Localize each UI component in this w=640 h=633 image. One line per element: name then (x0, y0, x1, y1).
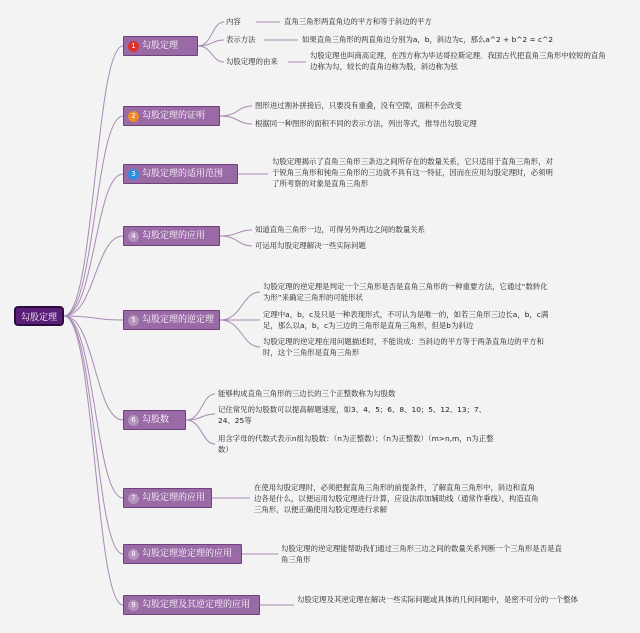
number-badge-icon: 5 (128, 315, 139, 326)
leaf-note: 勾股定理揭示了直角三角形三条边之间所存在的数量关系，它只适用于直角三角形，对于锐角三角形和钝角三角形的三边就不具有这一特征，因而在应用勾股定理时，必须明了所考察的对象是直角三角形 (272, 157, 553, 188)
number-badge-icon: 6 (128, 415, 139, 426)
number-badge-icon: 7 (128, 493, 139, 504)
topic-label: 勾股定理的证明 (142, 111, 206, 121)
leaf-note: 能够构成直角三角形的三边长的三个正整数称为勾股数 (218, 389, 396, 398)
topic-node-2[interactable] (123, 106, 220, 126)
topic-node-1[interactable] (123, 36, 198, 56)
topic-label: 勾股定理的逆定理 (142, 315, 215, 325)
leaf-note: 图形进过割补拼接后，只要没有重叠，没有空隙，面积不会改变 (255, 101, 462, 110)
number-badge-icon: 2 (128, 111, 139, 122)
leaf-note: 勾股定理及其逆定理在解决一些实际问题或具体的几何问题中，是密不可分的一个整体 (297, 595, 578, 604)
root-node[interactable]: 勾股定理 (14, 306, 64, 326)
leaf-note: 勾股定理的逆定理是判定一个三角形是否是直角三角形的一种重要方法，它通过“数转化为形”来确定三角形的可能形状 (263, 282, 548, 302)
number-badge-icon: 1 (128, 41, 139, 52)
topic-node-9[interactable] (123, 595, 260, 615)
leaf-note: 如果直角三角形的两直角边分别为a，b，斜边为c，那么a^2 + b^2 = c^2 (302, 35, 554, 44)
topic-node-6[interactable] (123, 410, 186, 430)
leaf-note: 在使用勾股定理时，必须把握直角三角形的前提条件，了解直角三角形中，斜边和直角边各是什么，以便运用勾股定理进行计算，应设法添加辅助线（通常作垂线），构造直角三角形，以便正确使用勾股定理进行求解 (254, 483, 539, 514)
topic-label: 勾股定理 (142, 41, 179, 51)
topic-label: 勾股数 (142, 415, 170, 425)
topic-node-3[interactable] (123, 164, 238, 184)
number-badge-icon: 9 (128, 600, 139, 611)
subtopic-content[interactable]: 内容 (226, 17, 241, 26)
leaf-note: 直角三角形两直角边的平方和等于斜边的平方 (284, 17, 432, 26)
topic-label: 勾股定理逆定理的应用 (142, 549, 233, 559)
topic-node-8[interactable] (123, 544, 242, 564)
subtopic-notation[interactable]: 表示方法 (226, 35, 256, 44)
leaf-note: 可运用勾股定理解决一些实际问题 (255, 241, 366, 250)
topic-node-7[interactable] (123, 488, 212, 508)
leaf-note: 记住常见的勾股数可以提高解题速度，如3、4、5；6、8、10；5、12、13；7、24、25等 (218, 405, 487, 425)
topic-node-4[interactable] (123, 226, 220, 246)
leaf-note: 用含字母的代数式表示n组勾股数：（n为正整数）；（n为正整数）（m>n,m，n为正整数） (218, 434, 494, 454)
leaf-note: 根据同一种图形的面积不同的表示方法，列出等式，推导出勾股定理 (255, 119, 477, 128)
leaf-note: 勾股定理的逆定理在用问题描述时，不能说成：当斜边的平方等于两条直角边的平方和时，这个三角形是直角三角形 (263, 337, 544, 357)
topic-label: 勾股定理的适用范围 (142, 169, 224, 179)
topic-label: 勾股定理及其逆定理的应用 (142, 600, 251, 610)
subtopic-origin[interactable]: 勾股定理的由来 (226, 57, 278, 66)
leaf-note: 勾股定理也叫商高定理，在西方称为毕达哥拉斯定理．我国古代把直角三角形中较短的直角边称为勾，较长的直角边称为股，斜边称为弦 (310, 51, 606, 71)
leaf-note: 定理中a，b，c及只是一种表现形式，不可认为是唯一的，如若三角形三边长a，b，c满足，那么以a，b，c为三边的三角形是直角三角形，但是b为斜边 (263, 310, 549, 330)
leaf-note: 勾股定理的逆定理能帮助我们通过三角形三边之间的数量关系判断一个三角形是否是直角三角形 (281, 544, 562, 564)
topic-label: 勾股定理的应用 (142, 493, 206, 503)
number-badge-icon: 8 (128, 549, 139, 560)
number-badge-icon: 3 (128, 169, 139, 180)
topic-label: 勾股定理的应用 (142, 231, 206, 241)
number-badge-icon: 4 (128, 231, 139, 242)
leaf-note: 知道直角三角形一边，可得另外两边之间的数量关系 (255, 225, 425, 234)
topic-node-5[interactable] (123, 310, 220, 330)
